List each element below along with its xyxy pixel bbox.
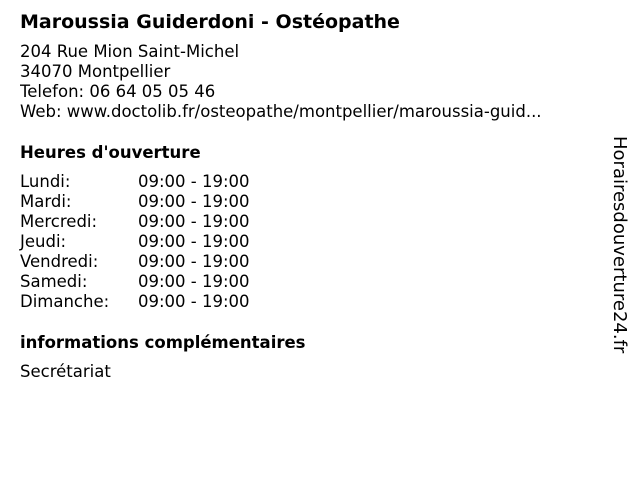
address-line-2: 34070 Montpellier [20,62,171,81]
opening-hours-list [20,172,600,312]
hours-day: Mercredi: [20,212,98,231]
business-title: Maroussia Guiderdoni - Ostéopathe [20,11,400,33]
hours-time: 09:00 - 19:00 [138,192,250,211]
hours-day: Vendredi: [20,252,99,271]
phone-text: Telefon: 06 64 05 05 46 [20,82,216,101]
hours-heading: Heures d'ouverture [20,143,201,162]
additional-info-value: Secrétariat [20,362,111,381]
hours-day: Dimanche: [20,292,110,311]
hours-time: 09:00 - 19:00 [138,172,250,191]
address-line-1: 204 Rue Mion Saint-Michel [20,42,240,61]
hours-time: 09:00 - 19:00 [138,292,250,311]
site-watermark: Horairesdouverture24.fr [609,136,630,354]
hours-day: Jeudi: [20,232,67,251]
hours-row [20,212,600,232]
hours-row [20,292,600,312]
hours-time: 09:00 - 19:00 [138,232,250,251]
hours-time: 09:00 - 19:00 [138,212,250,231]
website-text: Web: www.doctolib.fr/osteopathe/montpellier/maroussia-guid... [20,102,542,121]
hours-row [20,232,600,252]
hours-day: Samedi: [20,272,88,291]
hours-row [20,172,600,192]
hours-row [20,272,600,292]
business-card [20,10,600,382]
hours-time: 09:00 - 19:00 [138,272,250,291]
hours-time: 09:00 - 19:00 [138,252,250,271]
contact-block [20,42,600,122]
hours-day: Lundi: [20,172,71,191]
hours-row [20,192,600,212]
additional-info-heading: informations complémentaires [20,333,306,352]
hours-day: Mardi: [20,192,72,211]
hours-row [20,252,600,272]
